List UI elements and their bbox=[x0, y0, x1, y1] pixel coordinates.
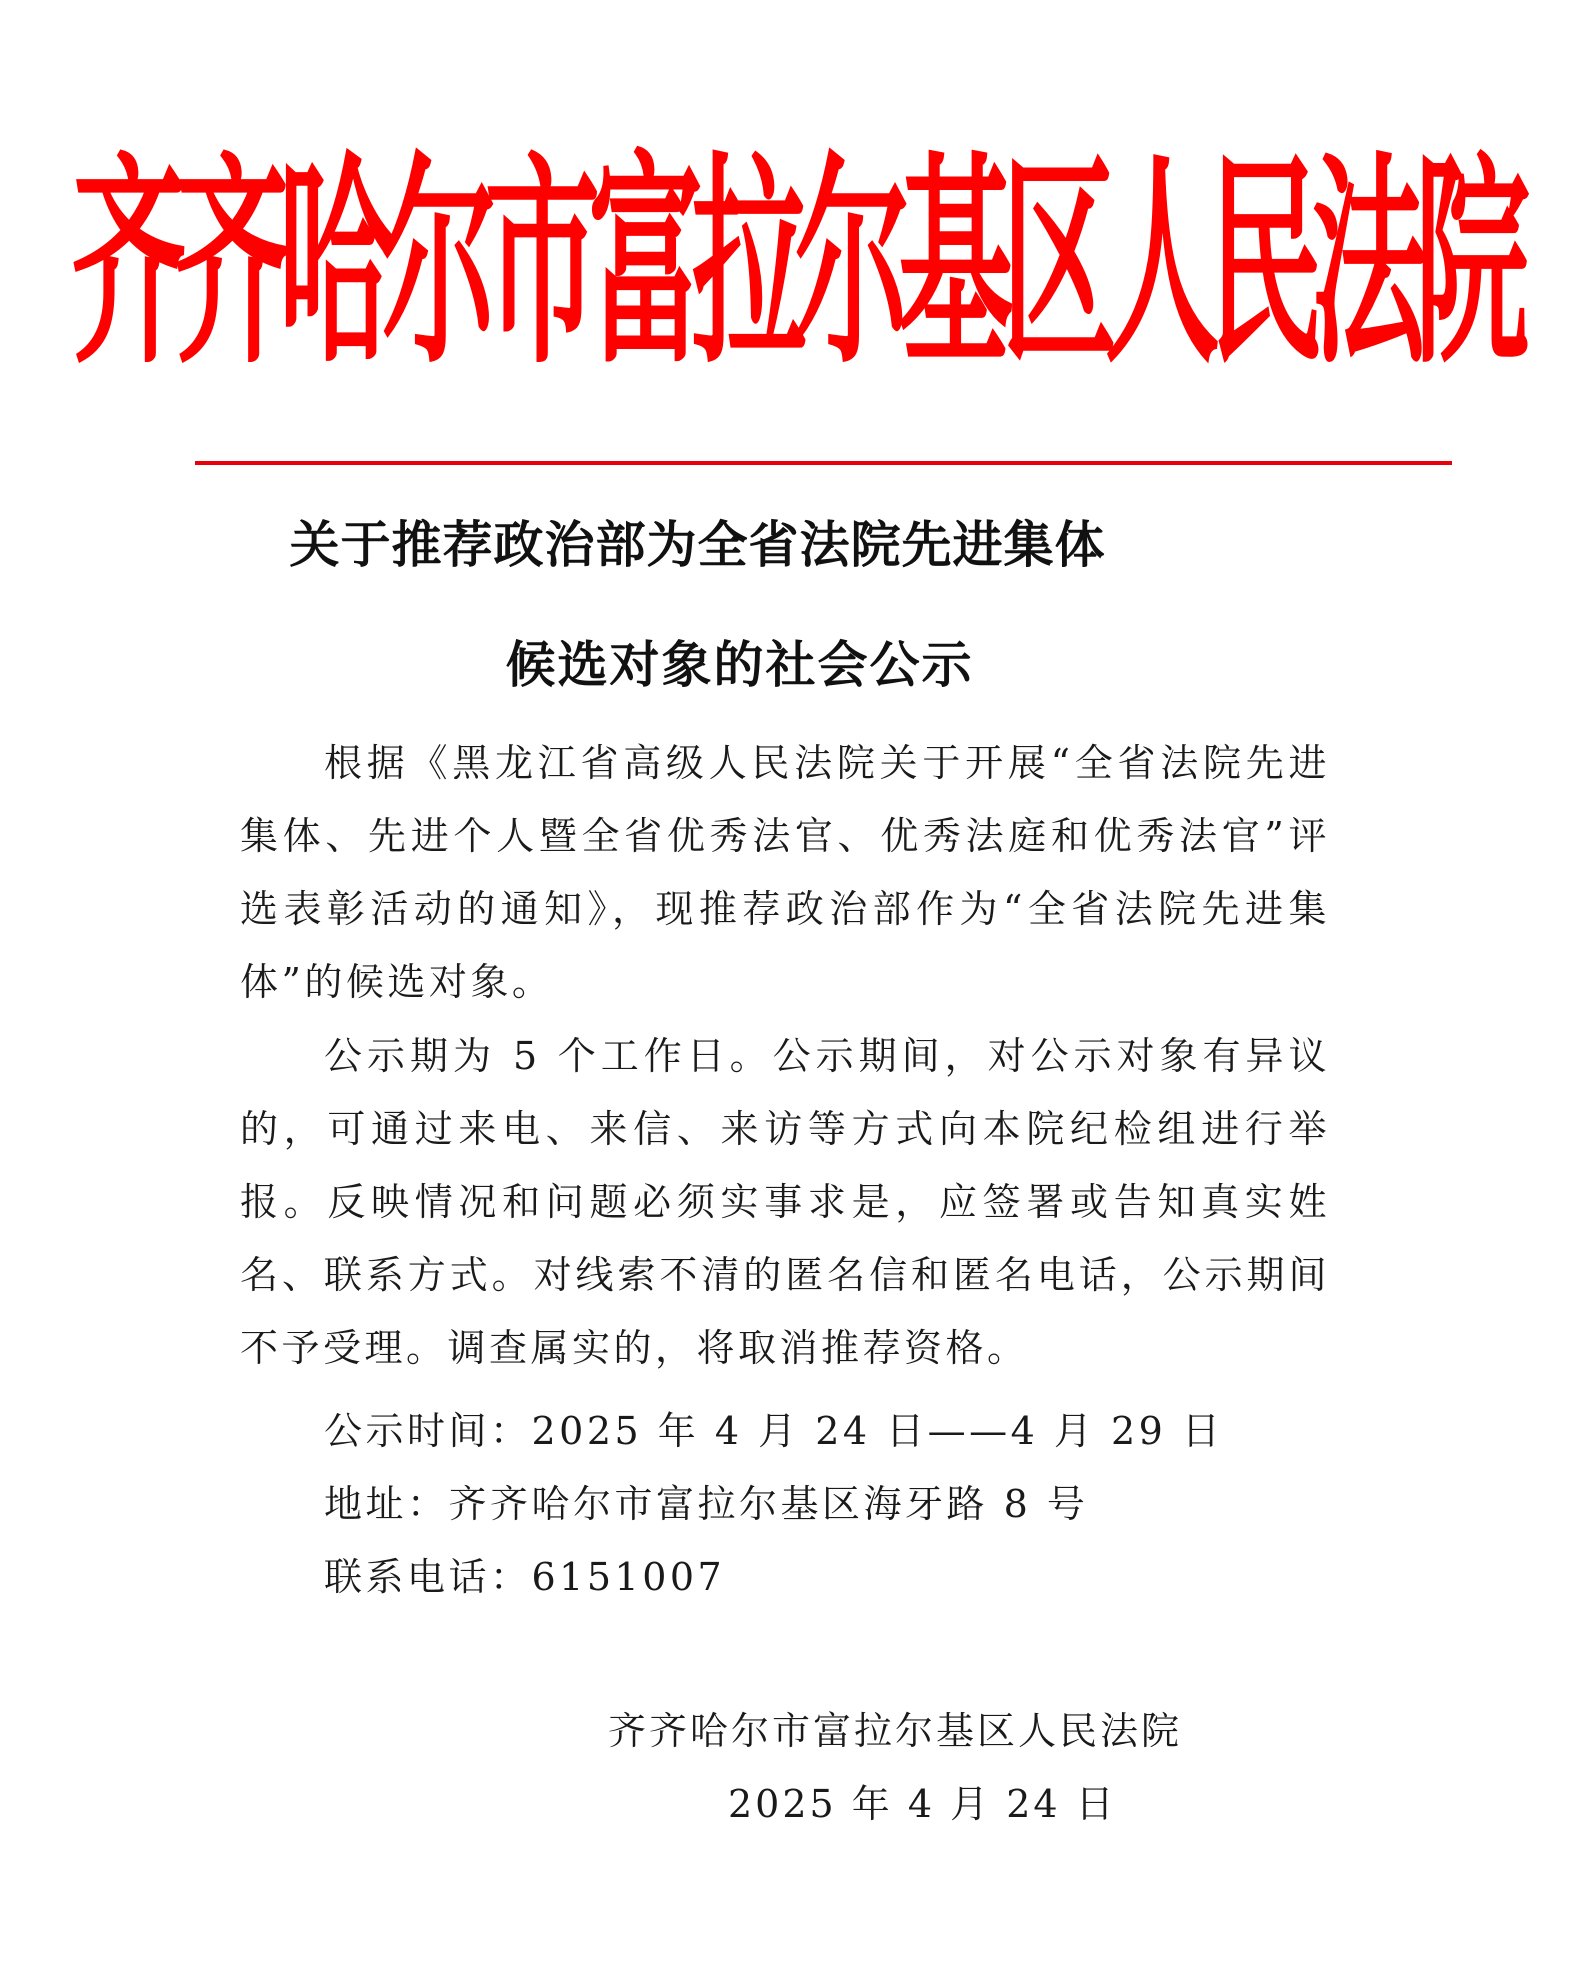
document-title-line-2: 候选对象的社会公示 bbox=[505, 635, 974, 694]
address-line: 地址：齐齐哈尔市富拉尔基区海牙路 8 号 bbox=[324, 1482, 1089, 1526]
body-paragraph-2: 公示期为 5 个工作日。公示期间，对公示对象有异议的，可通过来电、来信、来访等方式向本院纪检组进行举报。反映情况和问题必须实事求是，应签署或告知真实姓名、联系方式。对线索不清的匿名信和匿名电话，公示期间不予受理。调查属实的，将取消推荐资格。 bbox=[240, 1034, 1330, 1370]
masthead-org-name: 齐齐哈尔市富拉尔基区人民法院 bbox=[71, 133, 1519, 395]
document-title-line-1: 关于推荐政治部为全省法院先进集体 bbox=[289, 515, 1106, 574]
contact-phone: 联系电话：6151007 bbox=[324, 1555, 726, 1599]
publicity-period: 公示时间：2025 年 4 月 24 日——4 月 29 日 bbox=[324, 1409, 1224, 1453]
signature-date: 2025 年 4 月 24 日 bbox=[728, 1782, 1117, 1826]
red-divider-line bbox=[195, 461, 1452, 465]
body-paragraph-1: 根据《黑龙江省高级人民法院关于开展“全省法院先进集体、先进个人暨全省优秀法官、优秀法庭和优秀法官”评选表彰活动的通知》，现推荐政治部作为“全省法院先进集体”的候选对象。 bbox=[240, 741, 1330, 1004]
signature-organization: 齐齐哈尔市富拉尔基区人民法院 bbox=[608, 1709, 1183, 1753]
